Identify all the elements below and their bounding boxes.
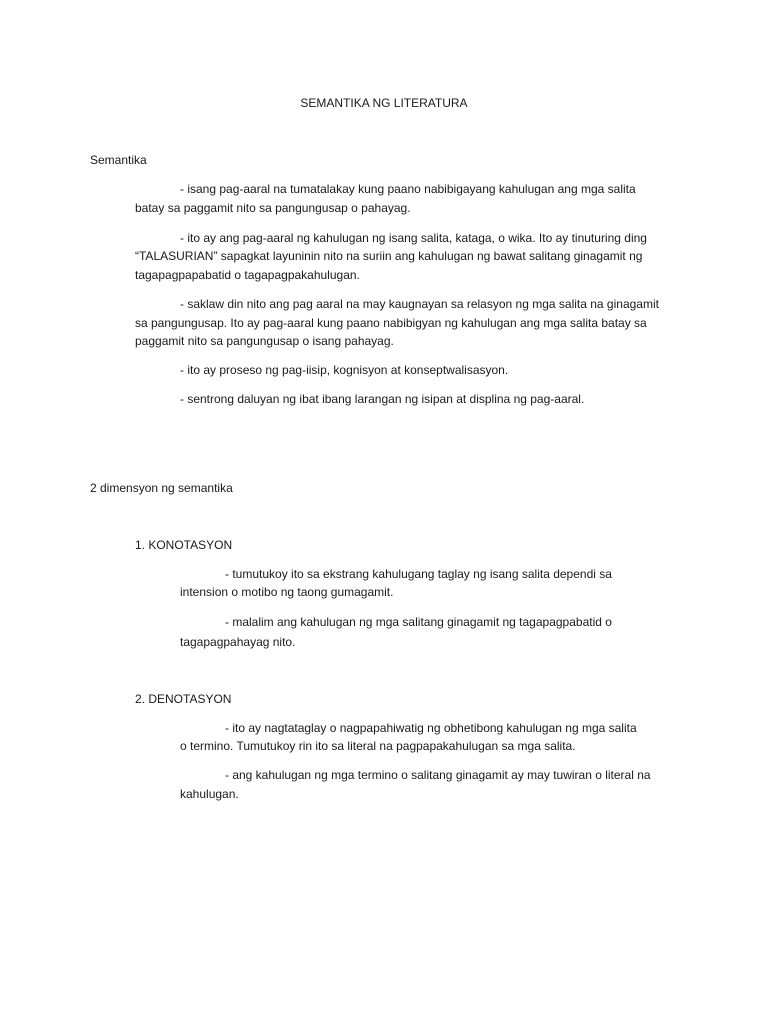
semantika-p2-line3: tagapagpapabatid o tagapagpakahulugan. (135, 268, 360, 282)
semantika-p3-line3: paggamit nito sa pangungusap o isang pahayag. (135, 334, 394, 348)
section-heading-dimensyon: 2 dimensyon ng semantika (90, 481, 233, 495)
denotasyon-heading: 2. DENOTASYON (135, 692, 232, 706)
konotasyon-heading: 1. KONOTASYON (135, 538, 233, 552)
semantika-p5: - sentrong daluyan ng ibat ibang larangan ng isipan at displina ng pag-aaral. (180, 392, 585, 406)
document-title: SEMANTIKA NG LITERATURA (300, 96, 468, 110)
denotasyon-p1-line1: - ito ay nagtataglay o nagpapahiwatig ng obhetibong kahulugan ng mga salita (225, 721, 637, 735)
denotasyon-p1-line2: o termino. Tumutukoy rin ito sa literal na pagpapakahulugan sa mga salita. (180, 739, 576, 753)
semantika-p1-line1: - isang pag-aaral na tumatalakay kung paano nabibigayang kahulugan ang mga salita (180, 182, 636, 196)
konotasyon-p1-line1: - tumutukoy ito sa ekstrang kahulugang taglay ng isang salita dependi sa (225, 567, 612, 581)
denotasyon-p2-line2: kahulugan. (180, 787, 239, 801)
semantika-p3-line1: - saklaw din nito ang pag aaral na may kaugnayan sa relasyon ng mga salita na ginagamit (180, 297, 659, 311)
semantika-p2-line1: - ito ay ang pag-aaral ng kahulugan ng isang salita, kataga, o wika. Ito ay tinuturing ding (180, 231, 647, 245)
section-heading-semantika: Semantika (90, 153, 147, 167)
konotasyon-p2-line2: tagapagpahayag nito. (180, 635, 296, 649)
semantika-p2-line2: “TALASURIAN” sapagkat layuninin nito na suriin ang kahulugan ng bawat salitang ginagamit ng (135, 249, 643, 263)
semantika-p4: - ito ay proseso ng pag-iisip, kognisyon at konseptwalisasyon. (180, 363, 509, 377)
konotasyon-p1-line2: intension o motibo ng taong gumagamit. (180, 585, 394, 599)
semantika-p3-line2: sa pangungusap. Ito ay pag-aaral kung paano nabibigyan ng kahulugan ang mga salita batay sa (135, 316, 647, 330)
semantika-p1-line2: batay sa paggamit nito sa pangungusap o pahayag. (135, 201, 411, 215)
konotasyon-p2-line1: - malalim ang kahulugan ng mga salitang ginagamit ng tagapagpabatid o (225, 615, 612, 629)
denotasyon-p2-line1: - ang kahulugan ng mga termino o salitang ginagamit ay may tuwiran o literal na (225, 768, 651, 782)
